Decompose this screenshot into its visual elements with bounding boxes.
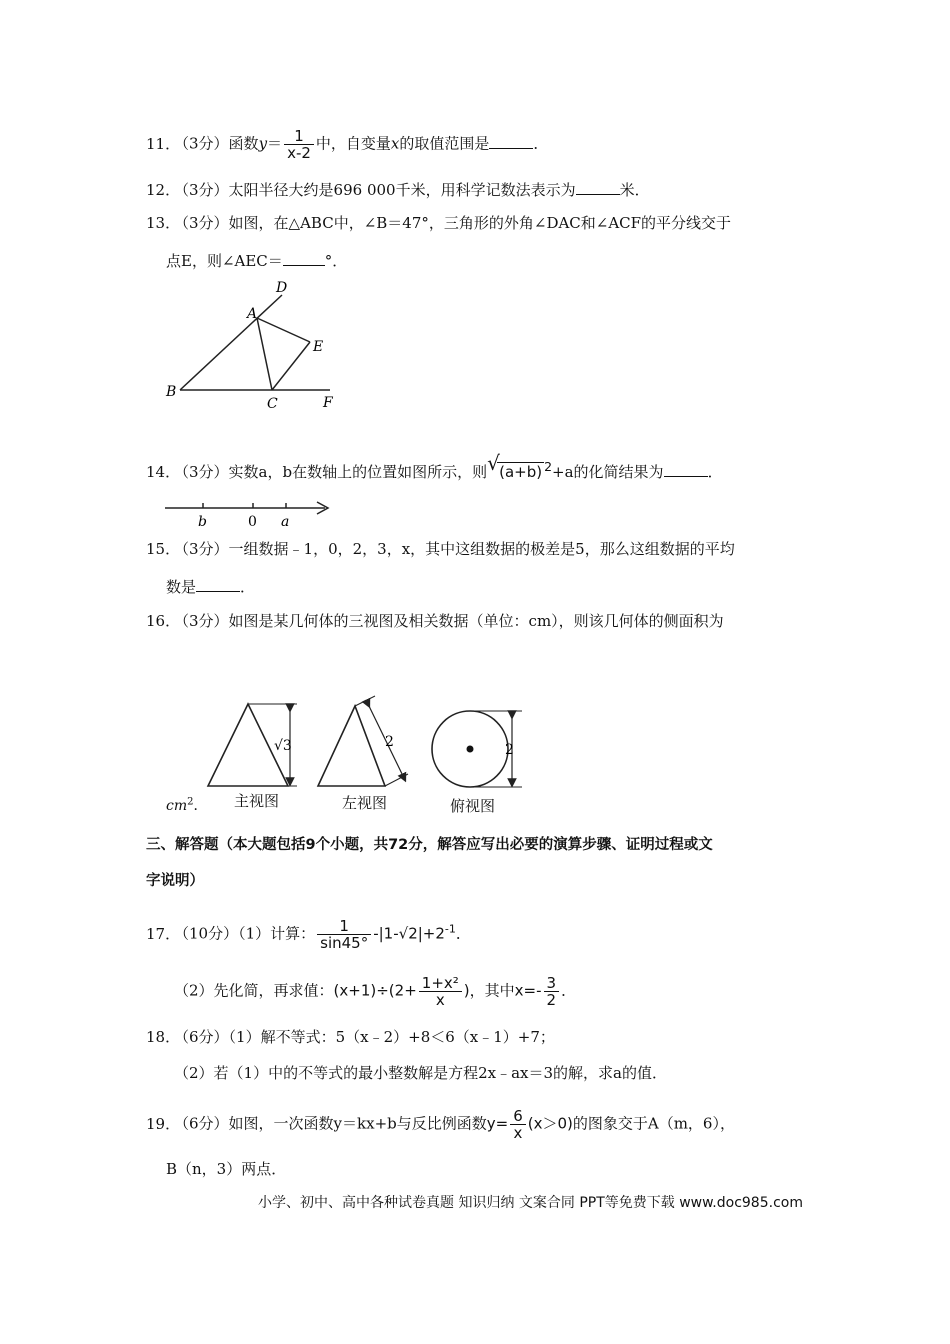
section-heading-line2: 字说明）: [146, 873, 204, 889]
answer-blank: [664, 462, 708, 477]
text: （1）计算：: [238, 924, 316, 943]
question-number: 17．: [146, 924, 181, 943]
text: +a的化简结果为: [552, 463, 664, 481]
text: 米．: [619, 181, 650, 199]
question-15-line2: [166, 576, 255, 598]
text: （3分）一组数据﹣1，0，2，3，x，其中这组数据的极差是5，那么这组数据的平均: [174, 540, 735, 558]
section-heading: [146, 834, 713, 856]
condition: (x＞0): [527, 1114, 573, 1133]
text: （3分）如图是某几何体的三视图及相关数据（单位：cm），则该几何体的侧面积为: [174, 612, 724, 630]
label-b: b: [198, 514, 207, 530]
text: ．: [240, 578, 256, 596]
section-heading-line1: 三、解答题（本大题包括9个小题，共72分，解答应写出必要的演算步骤、证明过程或文: [146, 837, 713, 853]
question-number: 18．: [146, 1028, 181, 1046]
expression: y=: [486, 1114, 509, 1133]
text: （2）先化简，再求值：: [174, 981, 334, 1000]
question-19-line2: B（n，3）两点．: [166, 1160, 287, 1178]
text: （3分）太阳半径大约是696 000千米，用科学记数法表示为: [174, 181, 576, 199]
unit-exponent: 2: [187, 796, 194, 808]
label-D: D: [276, 280, 288, 296]
fraction: [419, 975, 462, 1008]
question-number: 19．: [146, 1114, 181, 1133]
score: （3分）: [174, 134, 229, 153]
front-dimension: √3: [274, 738, 292, 754]
question-15: [146, 538, 735, 560]
left-dimension: 2: [385, 734, 394, 750]
sqrt-expression: [487, 451, 553, 483]
label-E: E: [313, 339, 324, 355]
exponent: 2: [544, 459, 553, 474]
radicand: (a+b): [499, 463, 543, 481]
answer-blank: [283, 251, 325, 266]
expression: x=-: [514, 981, 542, 1000]
unit-cm2: [166, 795, 208, 815]
text: 函数: [228, 134, 259, 153]
var-x: x: [390, 134, 400, 153]
question-17: [146, 918, 471, 951]
text: ．: [455, 924, 471, 943]
unit: cm: [166, 798, 188, 814]
denominator: x-2: [287, 144, 311, 162]
question-number: 14．: [146, 463, 181, 481]
text: （3分）实数a，b在数轴上的位置如图所示，则: [174, 463, 488, 481]
caption-front-view: 主视图: [234, 792, 280, 810]
denominator: 2: [546, 991, 557, 1009]
question-18: [146, 1026, 555, 1048]
numerator: 1: [284, 128, 314, 145]
question-number: 15．: [146, 540, 181, 558]
expression: ): [463, 981, 470, 1000]
numerator: 1: [317, 918, 371, 935]
caption-left-view: 左视图: [342, 794, 388, 812]
text: °．: [324, 252, 348, 270]
fraction: [510, 1108, 526, 1141]
top-dimension: 2: [505, 742, 514, 758]
question-13-line2: [166, 250, 347, 272]
score: （10分）: [174, 924, 239, 943]
question-19: [146, 1108, 735, 1141]
text: ＝: [267, 134, 283, 153]
text: 数是: [166, 578, 197, 596]
question-11: [146, 128, 548, 161]
denominator: sin45°: [320, 934, 369, 952]
question-number: 16．: [146, 612, 181, 630]
caption-top-view: 俯视图: [450, 797, 496, 815]
answer-blank: [576, 180, 620, 195]
label-B: B: [166, 384, 177, 400]
fraction: [284, 128, 314, 161]
question-13: [146, 212, 731, 234]
label-a: a: [281, 514, 290, 530]
question-17-part2: [174, 975, 576, 1008]
answer-blank: [196, 577, 240, 592]
sqrt-icon: √: [487, 451, 500, 475]
label-zero: 0: [248, 514, 257, 530]
text: （6分）（1）解不等式：5（x﹣2）+8＜6（x﹣1）+7；: [174, 1028, 555, 1046]
text: 的图象交于A（m，6），: [572, 1114, 735, 1133]
text: ．: [707, 463, 723, 481]
question-14: [146, 451, 723, 483]
text: 点E，则∠AEC＝: [166, 252, 283, 270]
expression: (x+1)÷(2+: [333, 981, 417, 1000]
question-18-line2: （2）若（1）中的不等式的最小整数解是方程2x﹣ax＝3的解，求a的值．: [174, 1064, 667, 1082]
expression: -|1-√2|+2: [373, 924, 445, 943]
text: ，其中: [469, 981, 515, 1000]
question-12: [146, 179, 650, 201]
fraction: [317, 918, 371, 951]
numerator: 1+x²: [419, 975, 462, 992]
text: ．: [193, 798, 208, 814]
triangle-figure: [160, 278, 350, 413]
fraction: [544, 975, 560, 1008]
question-number: 11．: [146, 134, 181, 153]
question-number: 12．: [146, 181, 181, 199]
denominator: x: [513, 1124, 523, 1142]
numerator: 6: [510, 1108, 526, 1125]
label-A: A: [247, 306, 258, 322]
text: 中，自变量: [315, 134, 391, 153]
question-number: 13．: [146, 214, 181, 232]
exponent: -1: [444, 922, 456, 936]
text: 的取值范围是: [399, 134, 490, 153]
label-F: F: [323, 395, 333, 411]
text: （3分）如图，在△ABC中，∠B＝47°，三角形的外角∠DAC和∠ACF的平分线交于: [174, 214, 732, 232]
text: （6分）如图，一次函数y＝kx+b与反比例函数: [174, 1114, 487, 1133]
text: ．: [561, 981, 577, 1000]
numerator: 3: [544, 975, 560, 992]
answer-blank: [489, 134, 533, 149]
label-C: C: [267, 396, 278, 412]
var-y: y: [258, 134, 268, 153]
text: ．: [533, 134, 549, 153]
denominator: x: [435, 991, 445, 1009]
footer: 小学、初中、高中各种试卷真题 知识归纳 文案合同 PPT等免费下载 www.doc985.com: [258, 1195, 803, 1211]
question-16: [146, 610, 724, 632]
number-line: [160, 498, 340, 532]
